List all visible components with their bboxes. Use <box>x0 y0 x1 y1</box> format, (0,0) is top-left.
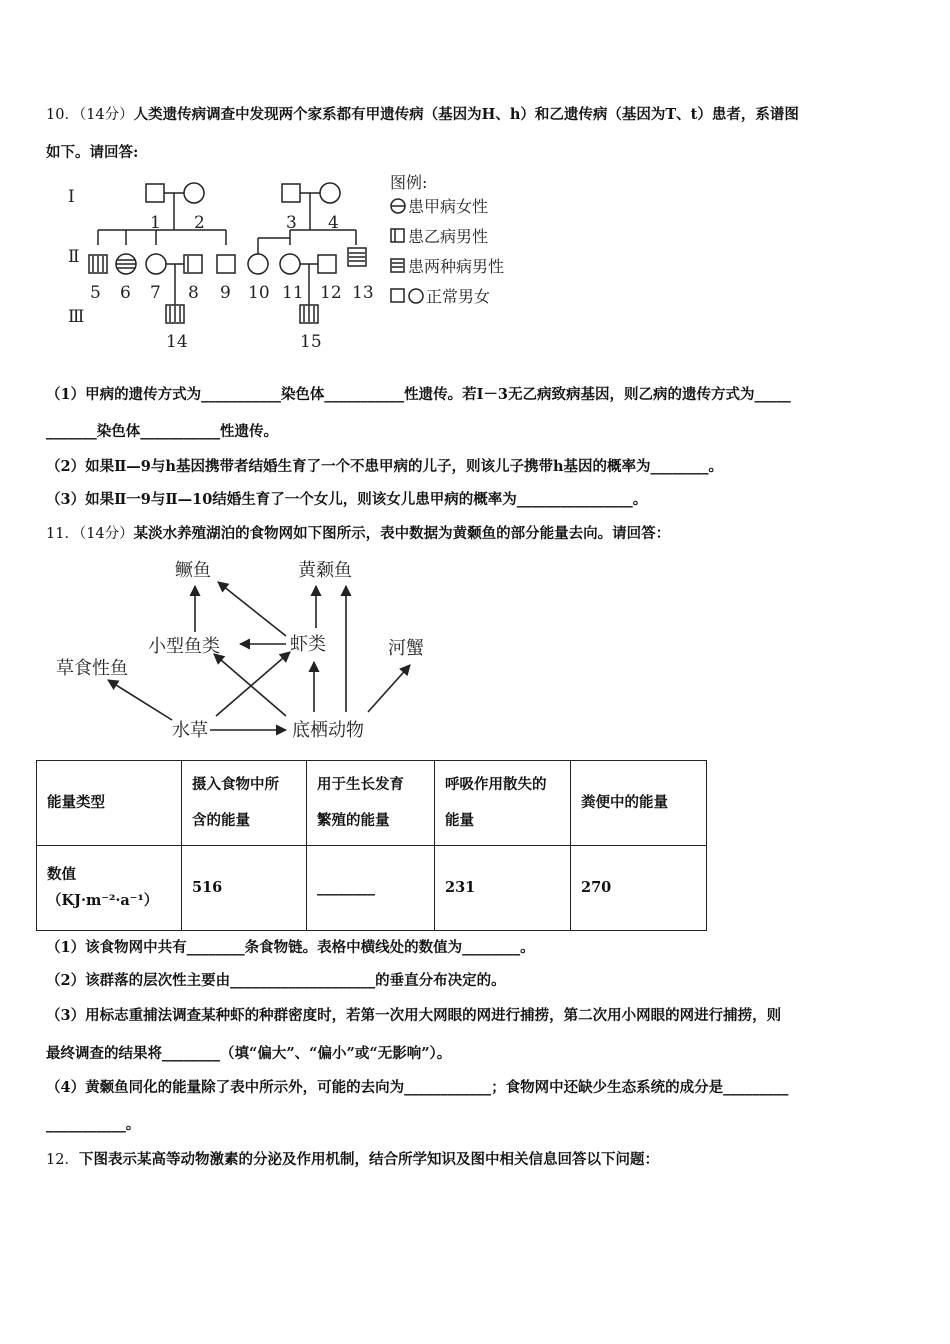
label-7: 7 <box>150 283 161 303</box>
legend-male-ab-icon <box>391 259 404 272</box>
header-intake: 摄入食物中所 含的能量 <box>182 761 307 846</box>
legend-title: 图例: <box>390 173 428 192</box>
node-mandarin-fish: 鳜鱼 <box>175 560 211 581</box>
q11-number: 11． <box>46 526 79 542</box>
q10-number: 10． <box>46 107 79 123</box>
q12-number: 12． <box>46 1152 79 1168</box>
legend-normal-male-icon <box>391 289 404 302</box>
node-shrimp: 虾类 <box>290 634 326 655</box>
value-feces: 270 <box>571 846 707 931</box>
q10-text: 人类遗传病调查中发现两个家系都有甲遗传病（基因为H、h）和乙遗传病（基因为T、t）患者，系谱图 <box>133 106 799 123</box>
q10-sub3: （3）如果Ⅱ一9与Ⅱ—10结婚生育了一个女儿，则该女儿患甲病的概率为________________。 <box>46 491 648 508</box>
q10-sub2: （2）如果Ⅱ—9与h基因携带者结婚生育了一个不患甲病的儿子，则该儿子携带h基因的概率为________。 <box>46 458 723 475</box>
gen-label-I: Ⅰ <box>68 187 75 207</box>
q10-score: （14分） <box>78 107 134 123</box>
legend-male-ab: 患两种病男性 <box>408 257 505 276</box>
node-small-fish: 小型鱼类 <box>148 636 220 657</box>
individual-4 <box>320 183 340 203</box>
row-label-value: 数值（KJ·m⁻²·a⁻¹） <box>37 846 182 931</box>
energy-table <box>36 760 707 931</box>
q12-text: 下图表示某高等动物激素的分泌及作用机制，结合所学知识及图中相关信息回答以下问题： <box>78 1151 659 1168</box>
individual-8 <box>184 255 202 273</box>
label-11: 11 <box>282 283 304 303</box>
food-web-diagram <box>50 550 450 750</box>
value-respiration: 231 <box>435 846 571 931</box>
q11-sub1: （1）该食物网中共有________条食物链。表格中横线处的数值为________。 <box>46 939 535 956</box>
node-yellow-catfish: 黄颡鱼 <box>298 560 352 581</box>
header-feces: 粪便中的能量 <box>571 761 707 846</box>
label-14: 14 <box>166 332 188 352</box>
label-8: 8 <box>188 283 199 303</box>
node-benthic-animals: 底栖动物 <box>292 720 364 741</box>
arrow-shrimp-to-mandarin <box>218 582 286 636</box>
q11-text: 某淡水养殖湖泊的食物网如下图所示，表中数据为黄颡鱼的部分能量去向。请回答： <box>133 525 671 542</box>
legend-normal: 正常男女 <box>426 287 491 306</box>
header-energy-type: 能量类型 <box>37 761 182 846</box>
legend-normal-female-icon <box>409 289 423 303</box>
label-4: 4 <box>328 213 339 233</box>
individual-3 <box>282 184 300 202</box>
label-3: 3 <box>286 213 297 233</box>
legend-male-b-icon <box>391 229 404 242</box>
label-6: 6 <box>120 283 131 303</box>
q10-stem-line2: 如下。请回答: <box>46 144 139 161</box>
value-intake: 516 <box>182 846 307 931</box>
individual-9 <box>217 255 235 273</box>
label-9: 9 <box>220 283 231 303</box>
individual-2 <box>184 183 204 203</box>
individual-7 <box>146 254 166 274</box>
value-growth: ________ <box>307 846 435 931</box>
q11-stem <box>46 522 670 543</box>
header-growth: 用于生长发育 繁殖的能量 <box>307 761 435 846</box>
q10-sub1-line1: （1）甲病的遗传方式为___________染色体___________性遗传。若Ⅰ－3无乙病致病基因，则乙病的遗传方式为_____ <box>46 386 791 403</box>
arrow-benthic-to-crab <box>368 665 410 712</box>
node-waterweed: 水草 <box>172 720 208 741</box>
label-10: 10 <box>248 283 270 303</box>
q11-score: （14分） <box>78 526 134 542</box>
q11-sub4-line2: ___________。 <box>46 1116 141 1133</box>
node-herbivorous-fish: 草食性鱼 <box>56 658 128 679</box>
arrow-waterweed-to-herbivore <box>108 680 172 720</box>
q12-stem <box>46 1148 659 1169</box>
individual-11 <box>280 254 300 274</box>
label-13: 13 <box>352 283 374 303</box>
label-15: 15 <box>300 332 322 352</box>
individual-10 <box>248 254 268 274</box>
q11-sub3-line1: （3）用标志重捕法调查某种虾的种群密度时，若第一次用大网眼的网进行捕捞，第二次用小网眼的网进行捕捞，则 <box>46 1007 782 1024</box>
gen-label-II: Ⅱ <box>68 247 80 267</box>
q11-sub4-line1: （4）黄颡鱼同化的能量除了表中所示外，可能的去向为____________；食物网中还缺少生态系统的成分是_________ <box>46 1079 789 1096</box>
individual-1 <box>146 184 164 202</box>
q10-stem-line1 <box>46 103 799 124</box>
individual-12 <box>318 255 336 273</box>
table-row <box>37 846 707 931</box>
label-5: 5 <box>90 283 101 303</box>
pedigree-chart <box>58 170 538 355</box>
q11-sub3-line2: 最终调查的结果将________（填“偏大”、“偏小”或“无影响”）。 <box>46 1045 452 1062</box>
q11-sub2: （2）该群落的层次性主要由____________________的垂直分布决定的。 <box>46 972 506 989</box>
table-header-row <box>37 761 707 846</box>
node-crab: 河蟹 <box>388 638 424 659</box>
q10-sub1-line2: _______染色体___________性遗传。 <box>46 423 278 440</box>
legend-female-a: 患甲病女性 <box>408 197 489 216</box>
header-respiration: 呼吸作用散失的 能量 <box>435 761 571 846</box>
arrow-benthic-to-smallfish <box>214 654 286 716</box>
label-2: 2 <box>194 213 205 233</box>
gen-label-III: Ⅲ <box>68 307 85 327</box>
legend-male-b: 患乙病男性 <box>408 227 489 246</box>
label-12: 12 <box>320 283 342 303</box>
label-1: 1 <box>150 213 161 233</box>
arrow-waterweed-to-shrimp <box>216 652 290 716</box>
